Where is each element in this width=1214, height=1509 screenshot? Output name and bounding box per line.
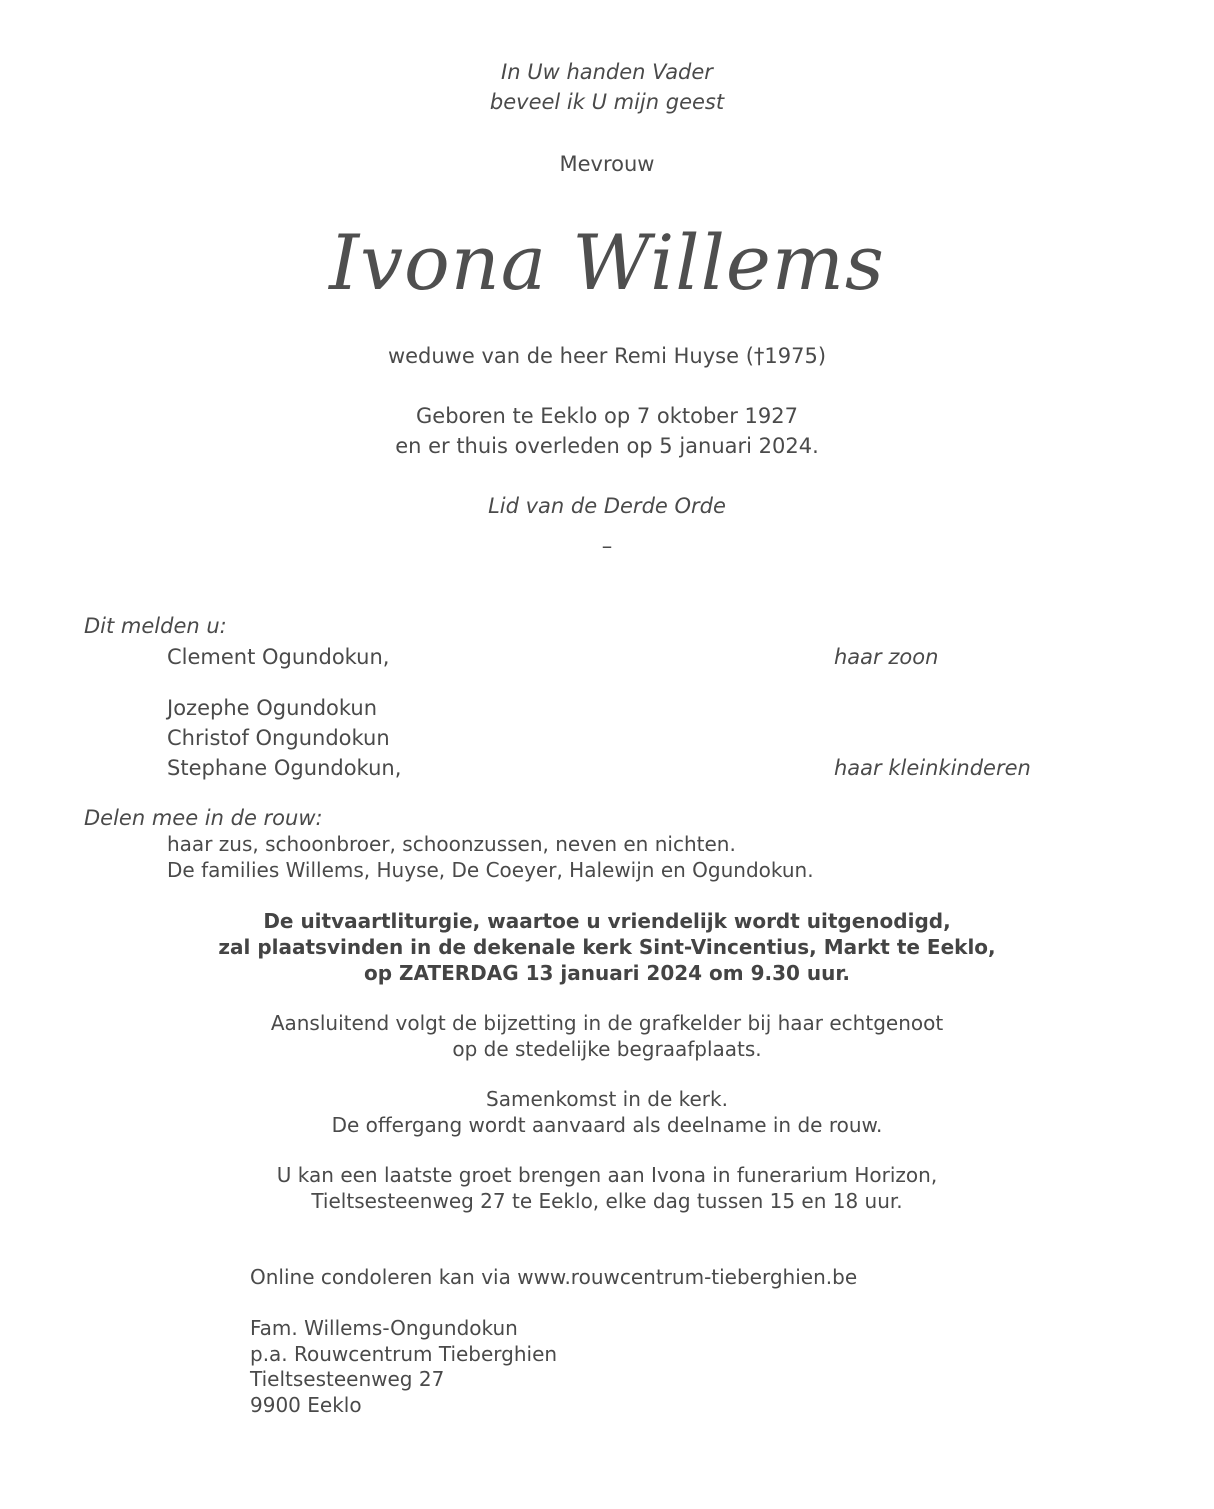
widow-of: weduwe van de heer Remi Huyse (†1975) <box>387 344 827 368</box>
prayer-line-1: In Uw handen Vader <box>501 60 713 84</box>
condolence-link[interactable]: Online condoleren kan via www.rouwcentrum-tieberghien.be <box>250 1265 858 1289</box>
deceased-name: Ivona Willems <box>329 218 885 307</box>
funeral-line-2: zal plaatsvinden in de dekenale kerk Sint-Vincentius, Markt te Eeklo, <box>218 935 996 959</box>
honorific: Mevrouw <box>559 152 655 176</box>
funeral-line-1: De uitvaartliturgie, waartoe u vriendelijk wordt uitgenodigd, <box>263 909 951 933</box>
membership: Lid van de Derde Orde <box>488 494 726 518</box>
son-relation: haar zoon <box>834 645 939 669</box>
birth-line: Geboren te Eeklo op 7 oktober 1927 <box>416 404 798 428</box>
visit-line-1: U kan een laatste groet brengen aan Ivona in funerarium Horizon, <box>276 1163 938 1187</box>
mourning-line-1: haar zus, schoonbroer, schoonzussen, neven en nichten. <box>167 832 736 856</box>
address-line-1: Fam. Willems-Ongundokun <box>250 1316 518 1340</box>
gathering-line-2: De offergang wordt aanvaard als deelname in de rouw. <box>331 1113 883 1137</box>
son-name: Clement Ogundokun, <box>167 645 390 669</box>
visit-line-2: Tieltsesteenweg 27 te Eeklo, elke dag tussen 15 en 18 uur. <box>311 1189 903 1213</box>
grandchild-3: Stephane Ogundokun, <box>167 756 402 780</box>
mourning-heading: Delen mee in de rouw: <box>84 806 323 830</box>
grandchild-2: Christof Ongundokun <box>167 726 390 750</box>
burial-line-1: Aansluitend volgt de bijzetting in de grafkelder bij haar echtgenoot <box>270 1011 944 1035</box>
burial-line-2: op de stedelijke begraafplaats. <box>452 1037 762 1061</box>
funeral-line-3: op ZATERDAG 13 januari 2024 om 9.30 uur. <box>364 961 850 985</box>
announcers-heading: Dit melden u: <box>84 614 227 638</box>
separator: – <box>601 534 613 558</box>
prayer-line-2: beveel ik U mijn geest <box>489 90 725 114</box>
mourning-line-2: De families Willems, Huyse, De Coeyer, Halewijn en Ogundokun. <box>167 858 814 882</box>
grandchild-1: Jozephe Ogundokun <box>167 696 378 720</box>
address-line-3: Tieltsesteenweg 27 <box>250 1367 445 1391</box>
address-line-4: 9900 Eeklo <box>250 1393 362 1417</box>
death-line: en er thuis overleden op 5 januari 2024. <box>395 434 819 458</box>
grandchildren-relation: haar kleinkinderen <box>834 756 1031 780</box>
address-line-2: p.a. Rouwcentrum Tieberghien <box>250 1342 558 1366</box>
gathering-line-1: Samenkomst in de kerk. <box>486 1087 728 1111</box>
